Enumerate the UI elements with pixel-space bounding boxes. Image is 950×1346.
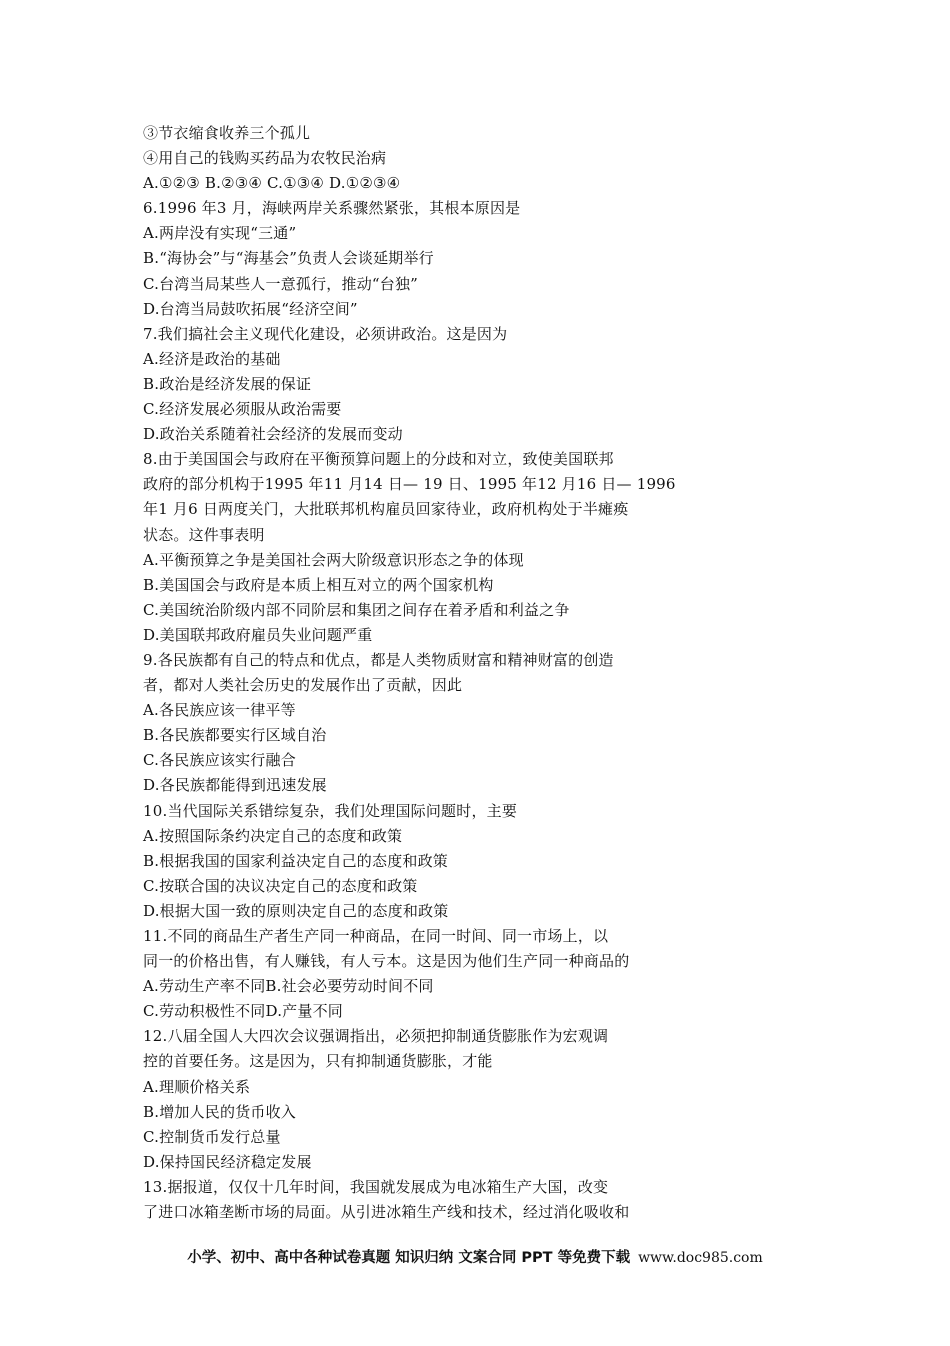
text-line: 状态。这件事表明	[143, 525, 265, 544]
text-line: 6.1996 年3 月，海峡两岸关系骤然紧张，其根本原因是	[143, 199, 521, 218]
text-line: D.美国联邦政府雇员失业问题严重	[143, 625, 373, 644]
text-line: A.①②③ B.②③④ C.①③④ D.①②③④	[143, 174, 401, 193]
text-line: 8.由于美国国会与政府在平衡预算问题上的分歧和对立，致使美国联邦	[143, 450, 614, 469]
text-line: A.两岸没有实现“三通”	[143, 224, 297, 243]
text-line: D.台湾当局鼓吹拓展“经济空间”	[143, 299, 358, 318]
text-line: B.增加人民的货币收入	[143, 1102, 296, 1121]
text-line: 10.当代国际关系错综复杂，我们处理国际问题时，主要	[143, 801, 518, 820]
text-line: 7.我们搞社会主义现代化建设，必须讲政治。这是因为	[143, 324, 508, 343]
text-line: D.根据大国一致的原则决定自己的态度和政策	[143, 901, 449, 920]
text-line: A.劳动生产率不同B.社会必要劳动时间不同	[143, 977, 434, 996]
text-line: 9.各民族都有自己的特点和优点，都是人类物质财富和精神财富的创造	[143, 650, 614, 669]
text-line: 控的首要任务。这是因为，只有抑制通货膨胀，才能	[143, 1052, 493, 1071]
text-line: 同一的价格出售，有人赚钱，有人亏本。这是因为他们生产同一种商品的	[143, 952, 630, 971]
text-line: C.劳动积极性不同D.产量不同	[143, 1002, 343, 1021]
page-footer	[0, 1246, 950, 1267]
text-line: A.经济是政治的基础	[143, 349, 281, 368]
document-body	[143, 121, 863, 1225]
text-line: B.政治是经济发展的保证	[143, 374, 312, 393]
text-line: C.控制货币发行总量	[143, 1127, 281, 1146]
text-line: 11.不同的商品生产者生产同一种商品，在同一时间、同一市场上，以	[143, 927, 609, 945]
text-line: C.台湾当局某些人一意孤行，推动“台独”	[143, 274, 419, 293]
text-line: A.各民族应该一律平等	[143, 701, 296, 720]
footer-text: 小学、初中、高中各种试卷真题 知识归纳 文案合同 PPT 等免费下载	[187, 1250, 631, 1266]
text-line: 年1 月6 日两度关门，大批联邦机构雇员回家待业，政府机构处于半瘫痪	[143, 500, 629, 519]
text-line: D.各民族都能得到迅速发展	[143, 776, 327, 795]
text-line: B.美国国会与政府是本质上相互对立的两个国家机构	[143, 575, 494, 594]
text-line: B.根据我国的国家利益决定自己的态度和政策	[143, 851, 448, 870]
text-line: C.美国统治阶级内部不同阶层和集团之间存在着矛盾和利益之争	[143, 600, 570, 619]
text-line: C.各民族应该实行融合	[143, 751, 296, 770]
text-line: D.保持国民经济稳定发展	[143, 1152, 312, 1171]
text-line: 者，都对人类社会历史的发展作出了贡献，因此	[143, 676, 463, 695]
text-line: B.各民族都要实行区域自治	[143, 726, 327, 745]
text-line: 了进口冰箱垄断市场的局面。从引进冰箱生产线和技术，经过消化吸收和	[143, 1203, 630, 1222]
text-line: C.按联合国的决议决定自己的态度和政策	[143, 876, 418, 895]
text-line: C.经济发展必须服从政治需要	[143, 400, 342, 419]
text-line: A.按照国际条约决定自己的态度和政策	[143, 826, 403, 845]
text-line: 政府的部分机构于1995 年11 月14 日— 19 日、1995 年12 月16 日— 1996	[143, 475, 676, 494]
text-line: B.“海协会”与“海基会”负责人会谈延期举行	[143, 249, 434, 268]
text-line: D.政治关系随着社会经济的发展而变动	[143, 425, 403, 444]
footer-url[interactable]: www.doc985.com	[638, 1250, 763, 1266]
text-line: A.理顺价格关系	[143, 1077, 251, 1096]
text-line: ③节衣缩食收养三个孤儿	[143, 124, 311, 142]
text-line: ④用自己的钱购买药品为农牧民治病	[143, 149, 387, 168]
text-line: A.平衡预算之争是美国社会两大阶级意识形态之争的体现	[143, 550, 524, 569]
text-line: 13.据报道，仅仅十几年时间，我国就发展成为电冰箱生产大国，改变	[143, 1177, 609, 1196]
text-line: 12.八届全国人大四次会议强调指出，必须把抑制通货膨胀作为宏观调	[143, 1027, 609, 1046]
